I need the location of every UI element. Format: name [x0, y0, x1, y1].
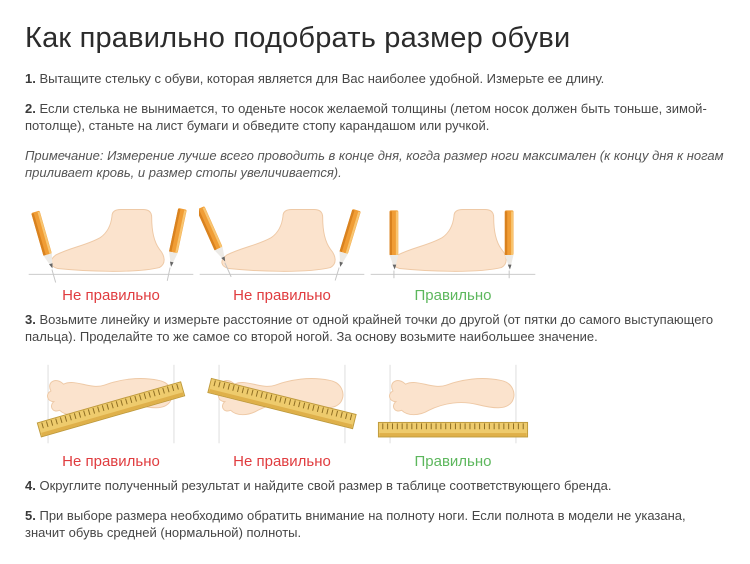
- pencil-panel-wrong-2: [199, 193, 365, 304]
- ruler-panel-wrong-2: [199, 359, 365, 470]
- ruler-figure-row: [28, 359, 725, 470]
- foot-side-silhouette: [393, 210, 506, 272]
- pencil-panel-wrong-1: [28, 193, 194, 304]
- step-4: [25, 478, 727, 495]
- footprint-silhouette: [390, 379, 514, 415]
- foot-pencil-wrong-2-icon: [199, 193, 365, 285]
- foot-ruler-correct-icon: [370, 359, 536, 451]
- step-2-number: 2.: [25, 100, 36, 116]
- pencil-icon: [31, 211, 60, 284]
- figure-caption: Не правильно: [62, 287, 160, 305]
- pencil-icon: [163, 208, 187, 282]
- measurement-note: Примечание: Измерение лучше всего проводить в конце дня, когда размер ноги максимален (к концу дня к ногам приливает кровь, и размер стопы увеличивается).: [25, 147, 724, 180]
- step-1-number: 1.: [25, 71, 36, 86]
- step-3: [25, 312, 727, 346]
- pencil-icon: [505, 211, 514, 279]
- step-2-text: Если стелька не вынимается, то оденьте носок желаемой толщины (летом носок должен быть тоньше, зимой-потолще), станьте на лист бумаги и обведите стопу карандашом или ручкой.: [25, 100, 707, 133]
- foot-pencil-correct-icon: [370, 193, 536, 285]
- figure-caption: Не правильно: [62, 453, 160, 471]
- foot-pencil-wrong-1-icon: [28, 193, 194, 285]
- pencil-icon: [331, 209, 361, 282]
- step-4-text: Округлите полученный результат и найдите свой размер в таблице соответствующего бренда.: [39, 478, 612, 494]
- ruler-icon: [378, 423, 527, 438]
- foot-ruler-wrong-2-icon: [199, 359, 365, 451]
- ruler-panel-correct: [370, 359, 536, 470]
- pencil-figure-row: [28, 193, 725, 304]
- step-2: [25, 101, 727, 135]
- foot-side-silhouette: [51, 210, 164, 272]
- pencil-panel-correct: [370, 193, 536, 304]
- step-4-number: 4.: [25, 478, 36, 494]
- step-3-text: Возьмите линейку и измерьте расстояние от одной крайней точки до другой (от пятки до самого выступающего пальца). Проделайте то же самое со второй ногой. За основу возьмите наибольшее значение.: [25, 312, 714, 345]
- foot-ruler-wrong-1-icon: [28, 359, 194, 451]
- figure-caption: Правильно: [414, 287, 492, 305]
- step-1-text: Вытащите стельку с обуви, которая является для Вас наиболее удобной. Измерьте ее длину.: [39, 71, 605, 86]
- step-1: [25, 71, 727, 88]
- step-5-text: При выборе размера необходимо обратить внимание на полноту ноги. Если полнота в модели не указана, значит обувь средней (нормальной) полноты.: [25, 508, 686, 541]
- page-title: Как правильно подобрать размер обуви: [25, 22, 571, 54]
- foot-side-silhouette: [222, 210, 335, 272]
- step-3-number: 3.: [25, 312, 36, 328]
- figure-caption: Правильно: [414, 453, 492, 471]
- figure-caption: Не правильно: [233, 287, 331, 305]
- step-5: [25, 508, 727, 542]
- figure-caption: Не правильно: [233, 453, 331, 471]
- ruler-panel-wrong-1: [28, 359, 194, 470]
- step-5-number: 5.: [25, 508, 36, 524]
